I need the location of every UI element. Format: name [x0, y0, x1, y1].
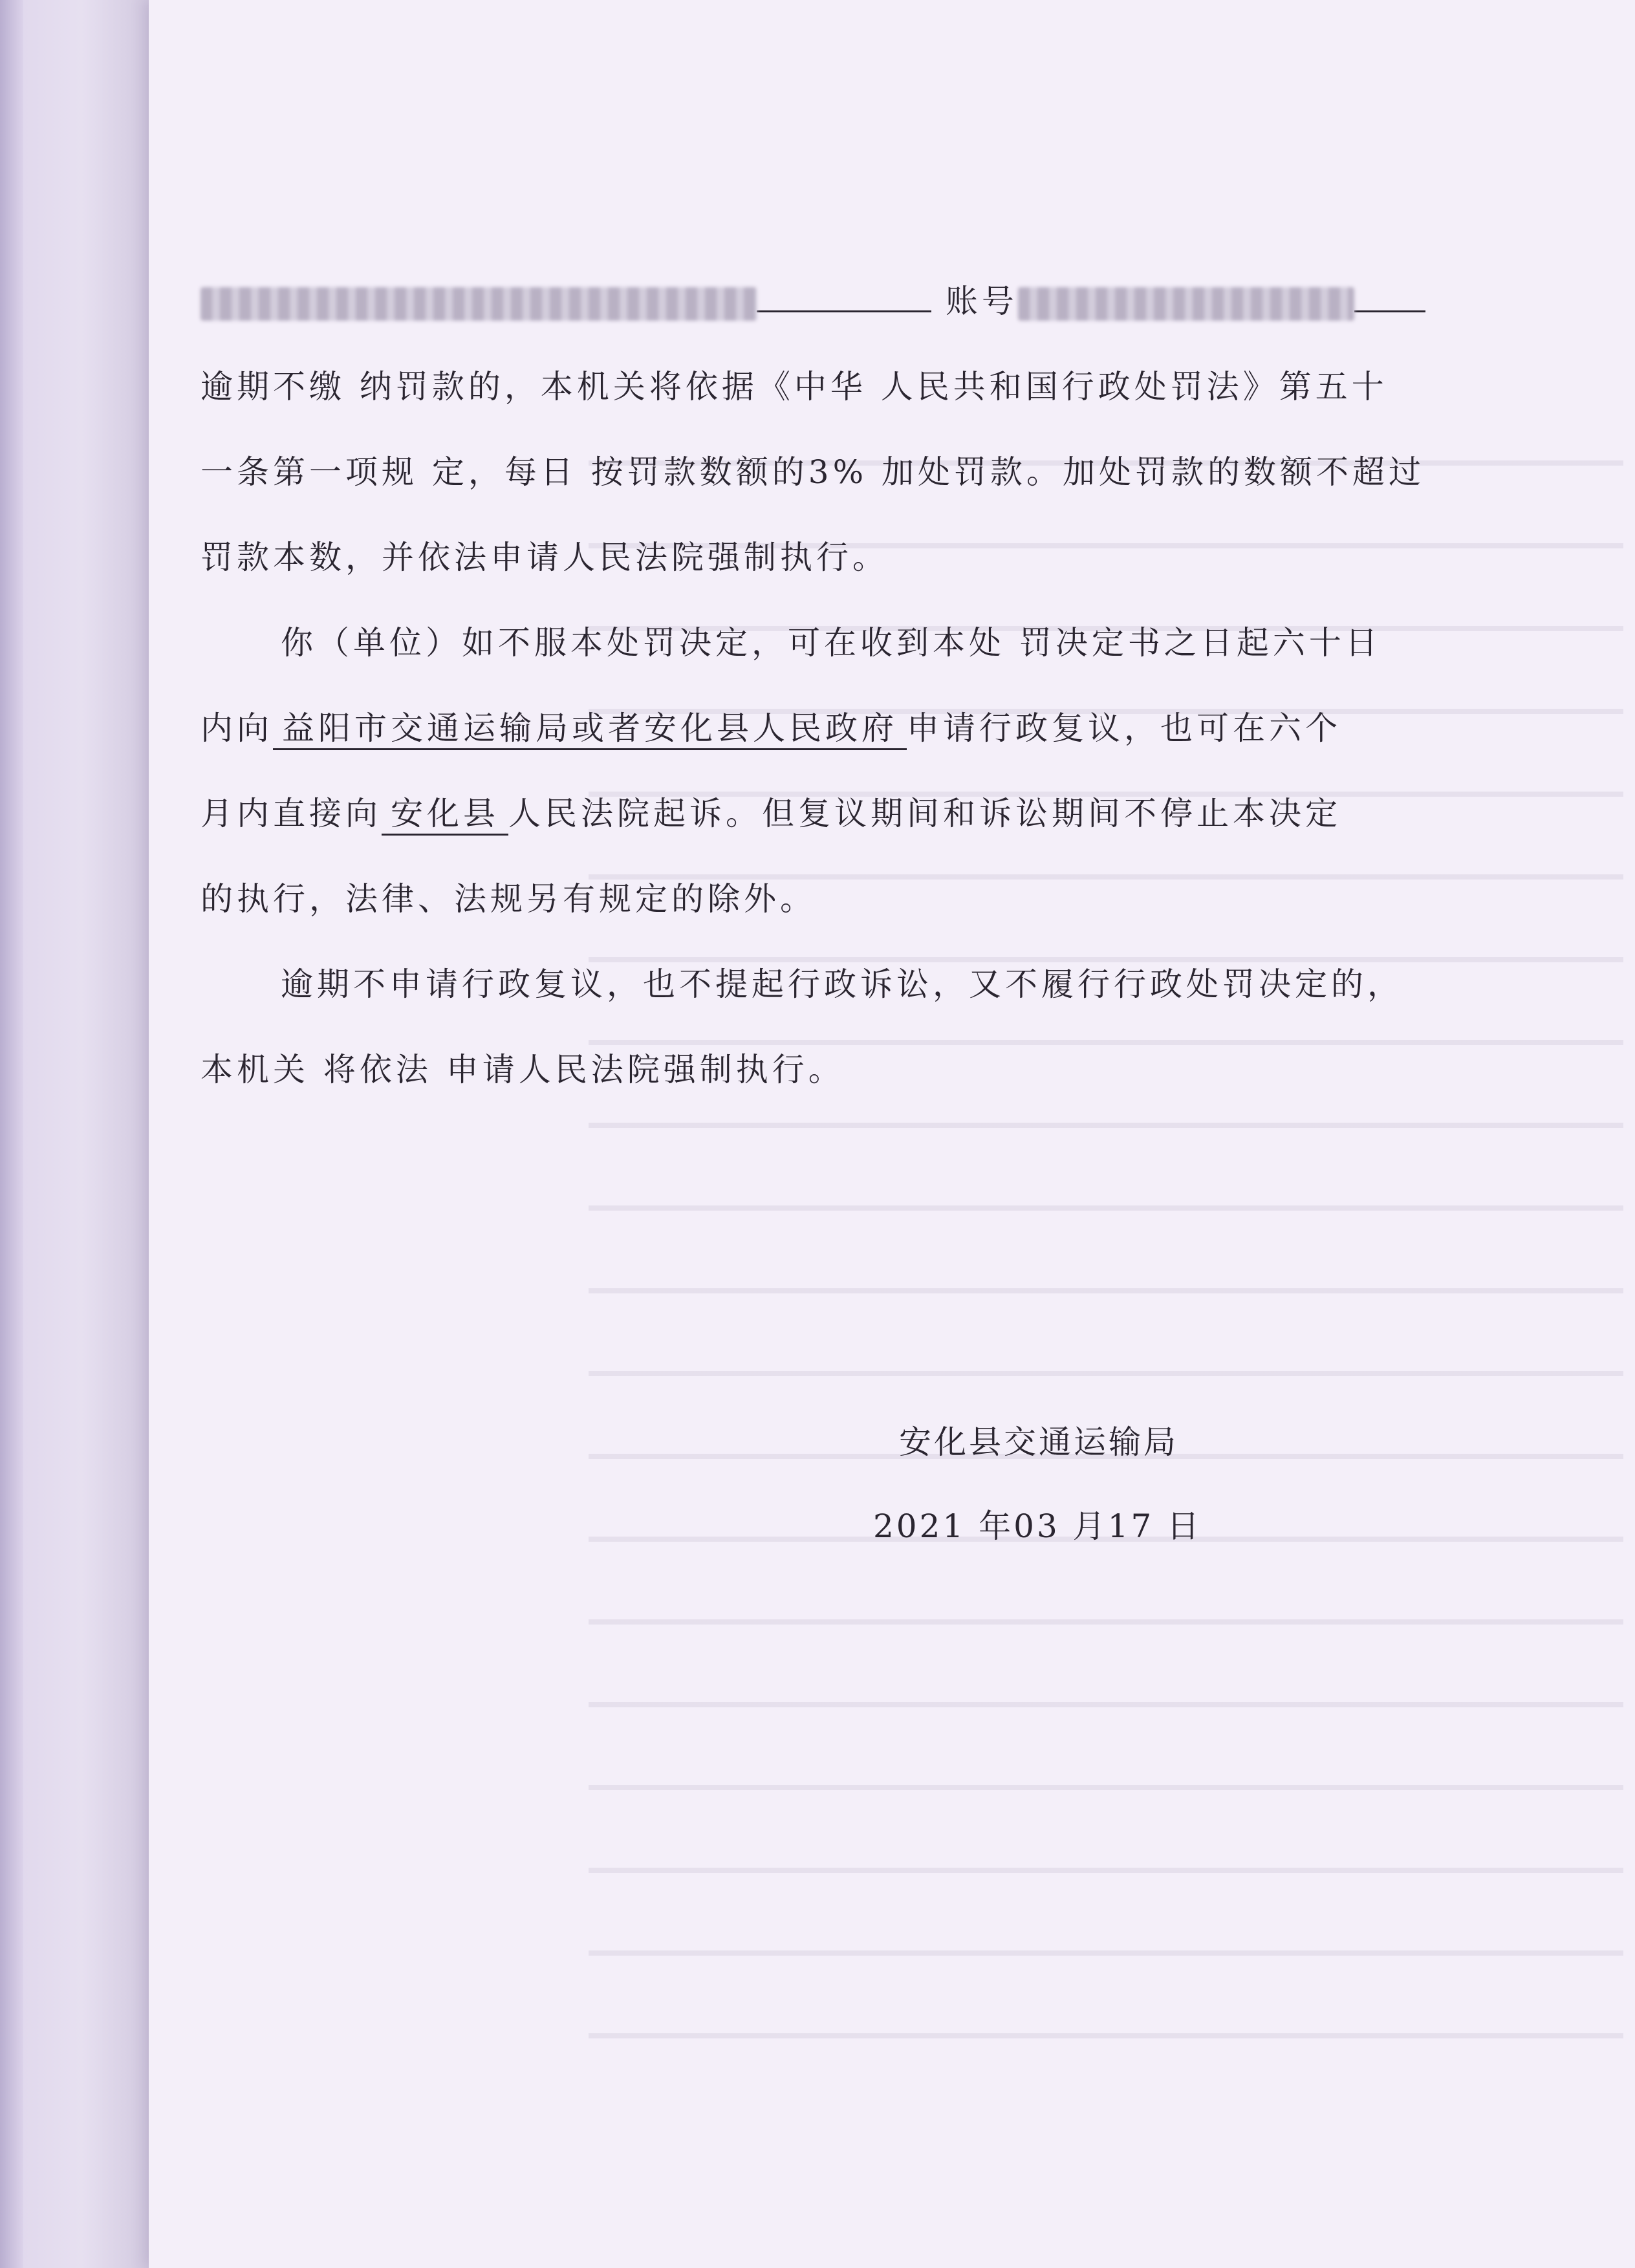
account-label: 账号 — [945, 283, 1018, 320]
blank-underline — [1354, 278, 1425, 312]
redacted-account-name — [200, 287, 757, 321]
redacted-account-number — [1018, 287, 1354, 321]
blank-underline — [757, 278, 931, 312]
text-fragment: 申请行政复议，也可在六个 — [907, 709, 1341, 747]
paragraph-line: 罚款本数，并依法申请人民法院强制执行。 — [200, 539, 889, 576]
text-fragment: 内向 — [200, 709, 273, 747]
paragraph-line — [200, 686, 1455, 771]
document-body — [200, 259, 1455, 1112]
reconsideration-body: 益阳市交通运输局或者安化县人民政府 — [273, 709, 907, 750]
court-name: 安化县 — [382, 795, 508, 836]
paragraph-line: 的执行，法律、法规另有规定的除外。 — [200, 880, 816, 918]
paragraph-line: 逾期不缴 纳罚款的，本机关将依据《中华 人民共和国行政处罚法》第五十 — [200, 368, 1388, 405]
text-fragment: 人民法院起诉。但复议期间和诉讼期间不停止本决定 — [508, 795, 1341, 832]
paragraph-line: 逾期不申请行政复议，也不提起行政诉讼，又不履行行政处罚决定的， — [281, 966, 1403, 1003]
issue-date: 2021 年03 月17 日 — [873, 1507, 1202, 1545]
paragraph-line: 你（单位）如不服本处罚决定，可在收到本处 罚决定书之日起六十日 — [281, 624, 1381, 662]
issuer-name: 安化县交通运输局 — [899, 1423, 1178, 1461]
paragraph-line: 本机关 将依法 申请人民法院强制执行。 — [200, 1051, 845, 1088]
spine-edge — [0, 0, 23, 2268]
paragraph-line — [200, 771, 1455, 856]
paragraph-line: 一条第一项规 定，每日 按罚款数额的3% 加处罚款。加处罚款的数额不超过 — [200, 453, 1425, 491]
bank-account-line — [200, 259, 1455, 344]
text-fragment: 月内直接向 — [200, 795, 382, 832]
